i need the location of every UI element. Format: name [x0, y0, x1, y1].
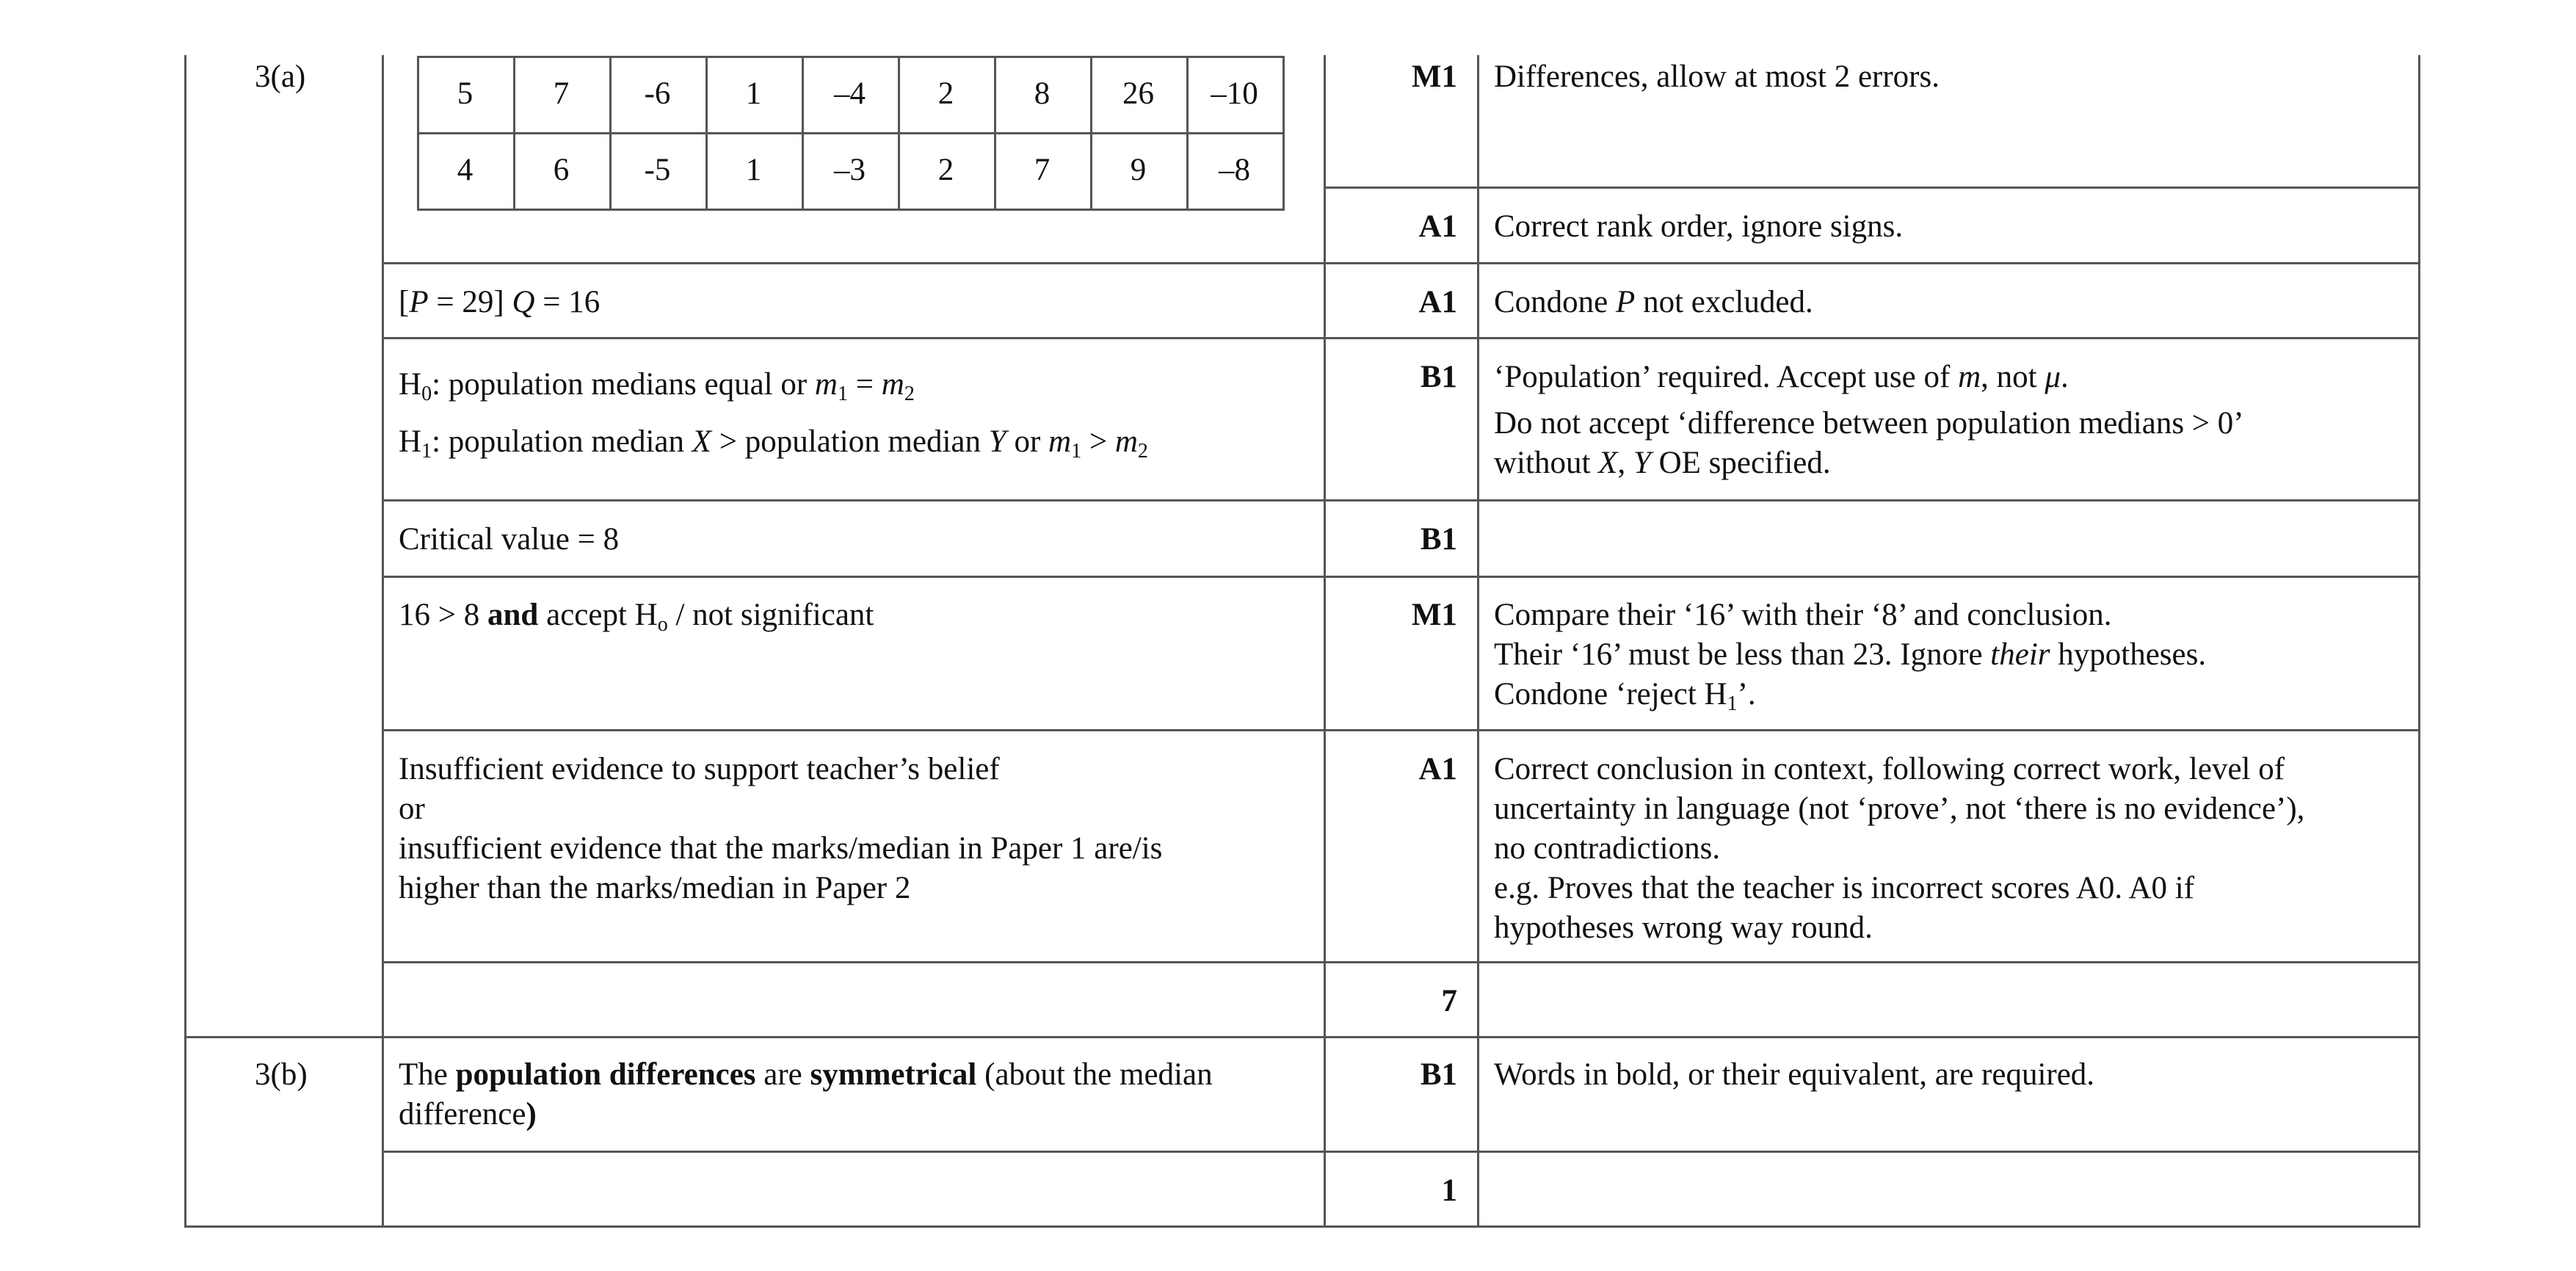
differences-table-gridline: [417, 56, 1285, 58]
differences-table-gridline: [417, 209, 1285, 211]
guidance-3b: Words in bold, or their equivalent, are required.: [1494, 1057, 2095, 1092]
guidance-compare: Compare their ‘16’ with their ‘8’ and conclusion.: [1494, 598, 2112, 632]
difference-cell: –3: [834, 153, 866, 187]
row-divider: [382, 337, 2420, 339]
answer-conclusion-line-4: higher than the marks/median in Paper 2: [399, 871, 911, 905]
differences-table-gridline: [417, 132, 1285, 134]
guidance-do-not-accept: Do not accept ‘difference between population medians > 0’: [1494, 406, 2244, 441]
mark-a1-q-value: A1: [1418, 285, 1457, 319]
row-divider: [382, 729, 2420, 731]
table-divider-question-answer: [382, 55, 384, 1226]
answer-critical-value: Critical value = 8: [399, 522, 620, 557]
answer-3b-line-2: difference): [399, 1097, 537, 1131]
guidance-conclusion-line-5: hypotheses wrong way round.: [1494, 910, 1873, 945]
row-divider: [382, 262, 2420, 264]
mark-a1-rank-order: A1: [1418, 209, 1457, 244]
difference-cell: 1: [745, 76, 762, 111]
answer-conclusion-or: or: [399, 792, 425, 826]
mark-a1-conclusion: A1: [1418, 752, 1457, 786]
difference-cell: 4: [457, 153, 474, 187]
answer-p-q-values: [P = 29] Q = 16: [399, 285, 601, 319]
difference-cell: –10: [1211, 76, 1258, 111]
question-label-3a: 3(a): [255, 59, 306, 94]
row-divider: [382, 499, 2420, 501]
table-border-bottom: [184, 1225, 2420, 1228]
difference-cell: 1: [745, 153, 762, 187]
answer-alternative-hypothesis: $H_1$: population median X > population median Y or $m_1 > m_2$: [399, 424, 1148, 463]
table-border-right: [2418, 55, 2420, 1226]
difference-cell: 2: [937, 153, 954, 187]
table-divider-marks-guidance: [1477, 55, 1479, 1226]
answer-conclusion-line-1: Insufficient evidence to support teacher’s belief: [399, 752, 1000, 786]
guidance-without-xy: without X, Y OE specified.: [1494, 446, 1831, 480]
answer-3b-line-1: The population differences are symmetrical (about the median: [399, 1057, 1213, 1092]
difference-cell: 2: [937, 76, 954, 111]
difference-cell: 7: [1034, 153, 1051, 187]
question-divider: [184, 1036, 2420, 1038]
row-divider: [382, 1151, 2420, 1153]
guidance-condone-reject: Condone ‘reject $H_1$’.: [1494, 677, 1756, 715]
mark-b1-critical-value: B1: [1420, 522, 1457, 557]
guidance-less-than-23: Their ‘16’ must be less than 23. Ignore their hypotheses.: [1494, 637, 2207, 672]
difference-cell: 26: [1122, 76, 1154, 111]
difference-cell: 8: [1034, 76, 1051, 111]
total-marks-3a: 7: [1441, 984, 1457, 1018]
answer-comparison: 16 > 8 and accept $H_o$ / not significant: [399, 598, 874, 636]
difference-cell: -6: [644, 76, 671, 111]
question-label-3b: 3(b): [255, 1057, 308, 1092]
guidance-conclusion-line-4: e.g. Proves that the teacher is incorrect scores A0. A0 if: [1494, 871, 2195, 905]
difference-cell: 5: [457, 76, 474, 111]
total-marks-3b: 1: [1441, 1173, 1457, 1208]
mark-b1-hypotheses: B1: [1420, 360, 1457, 394]
difference-cell: –4: [834, 76, 866, 111]
difference-cell: 9: [1130, 153, 1147, 187]
difference-cell: 7: [553, 76, 570, 111]
answer-conclusion-line-3: insufficient evidence that the marks/median in Paper 1 are/is: [399, 831, 1163, 866]
guidance-rank-order: Correct rank order, ignore signs.: [1494, 209, 1904, 244]
guidance-conclusion-line-2: uncertainty in language (not ‘prove’, not ‘there is no evidence’),: [1494, 792, 2305, 826]
table-border-left: [184, 55, 186, 1226]
row-divider: [1324, 187, 2420, 189]
difference-cell: 6: [553, 153, 570, 187]
mark-m1-comparison: M1: [1411, 598, 1457, 632]
difference-cell: -5: [644, 153, 671, 187]
difference-cell: –8: [1219, 153, 1250, 187]
guidance-condone-p: Condone P not excluded.: [1494, 285, 1813, 319]
answer-null-hypothesis: $H_0$: population medians equal or $m_1 = m_2$: [399, 367, 915, 405]
guidance-population-required: ‘Population’ required. Accept use of m, not μ.: [1494, 360, 2069, 394]
guidance-conclusion-line-3: no contradictions.: [1494, 831, 1721, 866]
guidance-differences: Differences, allow at most 2 errors.: [1494, 59, 1940, 94]
guidance-conclusion-line-1: Correct conclusion in context, following correct work, level of: [1494, 752, 2285, 786]
mark-m1-differences: M1: [1411, 59, 1457, 94]
mark-b1-3b: B1: [1420, 1057, 1457, 1092]
row-divider: [382, 576, 2420, 578]
row-divider: [382, 961, 2420, 963]
